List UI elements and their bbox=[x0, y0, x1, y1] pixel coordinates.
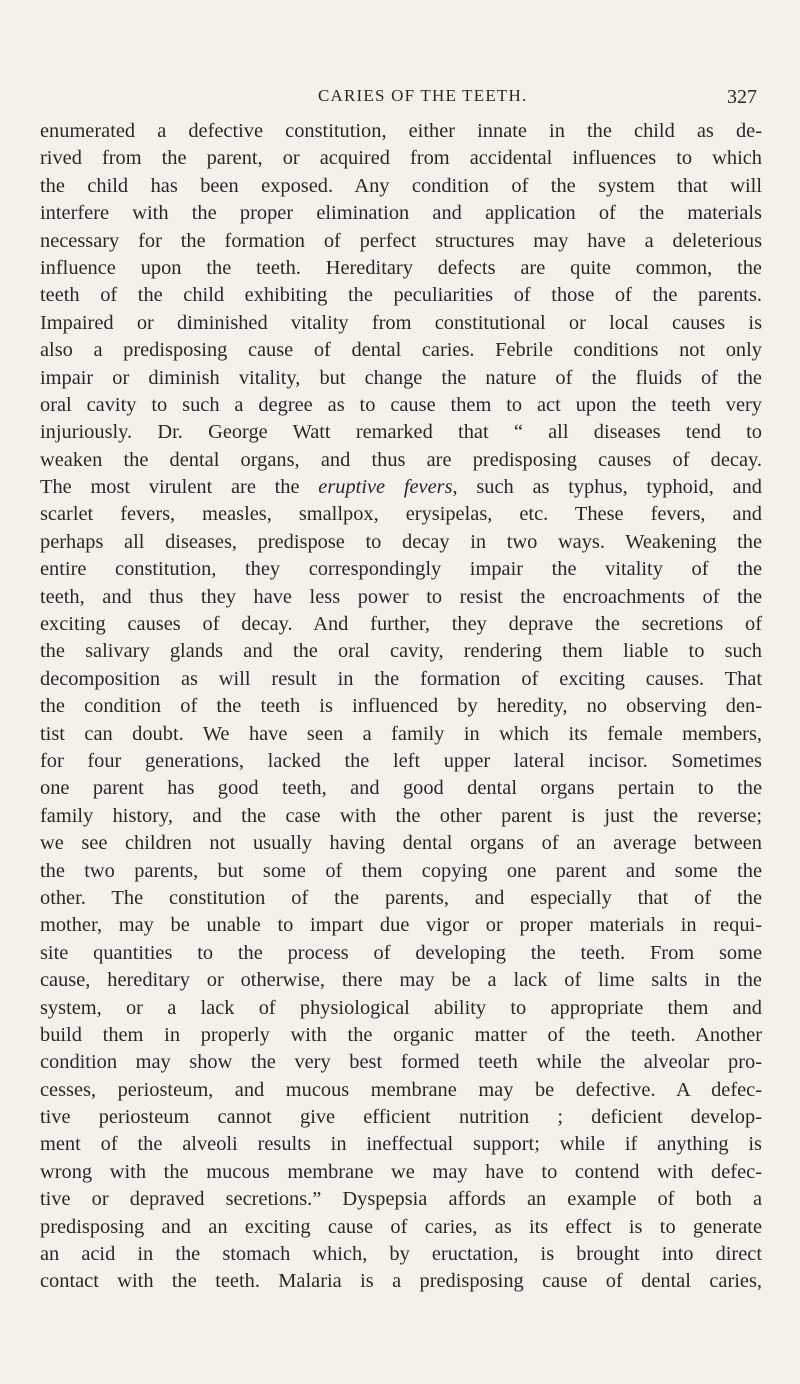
text-line: cesses, periosteum, and mucous membrane may be defective. A defec- bbox=[40, 1078, 762, 1101]
page-number: 327 bbox=[727, 86, 757, 108]
text-line: tive periosteum cannot give efficient nutrition ; deficient develop- bbox=[40, 1106, 762, 1129]
text-line: contact with the teeth. Malaria is a predisposing cause of dental caries, bbox=[40, 1270, 762, 1293]
text-line: injuriously. Dr. George Watt remarked that “ all diseases tend to bbox=[40, 421, 762, 444]
text-line: an acid in the stomach which, by eructation, is brought into direct bbox=[40, 1243, 762, 1266]
text-line: scarlet fevers, measles, smallpox, erysipelas, etc. These fevers, and bbox=[40, 503, 762, 526]
text-line: impair or diminish vitality, but change the nature of the fluids of the bbox=[40, 366, 762, 389]
text-line: build them in properly with the organic matter of the teeth. Another bbox=[40, 1023, 762, 1046]
text-line: site quantities to the process of developing the teeth. From some bbox=[40, 941, 762, 964]
text-line: the two parents, but some of them copying one parent and some the bbox=[40, 859, 762, 882]
text-line: rived from the parent, or acquired from accidental influences to which bbox=[40, 147, 762, 170]
text-line: for four generations, lacked the left upper lateral incisor. Sometimes bbox=[40, 749, 762, 772]
text-line: tist can doubt. We have seen a family in which its female members, bbox=[40, 722, 762, 745]
text-line: the child has been exposed. Any condition of the system that will bbox=[40, 174, 762, 197]
text-line-with-italic bbox=[40, 474, 762, 501]
text-line: decomposition as will result in the formation of exciting causes. That bbox=[40, 667, 762, 690]
text-line: other. The constitution of the parents, and especially that of the bbox=[40, 886, 762, 909]
text-line: we see children not usually having dental organs of an average between bbox=[40, 832, 762, 855]
text-line: cause, hereditary or otherwise, there may be a lack of lime salts in the bbox=[40, 969, 762, 992]
text-line: Impaired or diminished vitality from constitutional or local causes is bbox=[40, 311, 762, 334]
body-text bbox=[40, 118, 762, 1296]
text-line: the condition of the teeth is influenced by heredity, no observing den- bbox=[40, 695, 762, 718]
text-line: ment of the alveoli results in ineffectual support; while if anything is bbox=[40, 1133, 762, 1156]
running-title: CARIES OF THE TEETH. bbox=[318, 86, 528, 105]
text-line: enumerated a defective constitution, either innate in the child as de- bbox=[40, 120, 762, 142]
running-header bbox=[0, 84, 800, 108]
text-line: weaken the dental organs, and thus are predisposing causes of decay. bbox=[40, 448, 762, 471]
text-line: influence upon the teeth. Hereditary defects are quite common, the bbox=[40, 256, 762, 279]
italic-phrase: eruptive fevers bbox=[318, 476, 453, 499]
text-line: entire constitution, they correspondingly impair the vitality of the bbox=[40, 558, 762, 581]
text-segment: The most virulent are the bbox=[40, 476, 319, 499]
text-line: exciting causes of decay. And further, they deprave the secretions of bbox=[40, 613, 762, 636]
text-line: interfere with the proper elimination and application of the materials bbox=[40, 202, 762, 225]
text-line: tive or depraved secretions.” Dyspepsia affords an example of both a bbox=[40, 1188, 762, 1211]
text-line: also a predisposing cause of dental caries. Febrile conditions not only bbox=[40, 339, 762, 362]
text-line: predisposing and an exciting cause of caries, as its effect is to generate bbox=[40, 1215, 762, 1238]
text-line: oral cavity to such a degree as to cause them to act upon the teeth very bbox=[40, 393, 762, 416]
text-segment: , such as typhus, typhoid, and bbox=[452, 476, 762, 499]
text-line: wrong with the mucous membrane we may have to contend with defec- bbox=[40, 1160, 762, 1183]
text-line: necessary for the formation of perfect structures may have a deleterious bbox=[40, 229, 762, 252]
text-line: teeth of the child exhibiting the peculiarities of those of the parents. bbox=[40, 284, 762, 307]
text-line: teeth, and thus they have less power to resist the encroachments of the bbox=[40, 585, 762, 608]
text-line: mother, may be unable to impart due vigor or proper materials in requi- bbox=[40, 914, 762, 937]
text-line: one parent has good teeth, and good dental organs pertain to the bbox=[40, 777, 762, 800]
text-line: condition may show the very best formed teeth while the alveolar pro- bbox=[40, 1051, 762, 1074]
text-line: family history, and the case with the other parent is just the reverse; bbox=[40, 804, 762, 827]
text-line: system, or a lack of physiological ability to appropriate them and bbox=[40, 996, 762, 1019]
text-line: perhaps all diseases, predispose to decay in two ways. Weakening the bbox=[40, 530, 762, 553]
text-line: the salivary glands and the oral cavity, rendering them liable to such bbox=[40, 640, 762, 663]
